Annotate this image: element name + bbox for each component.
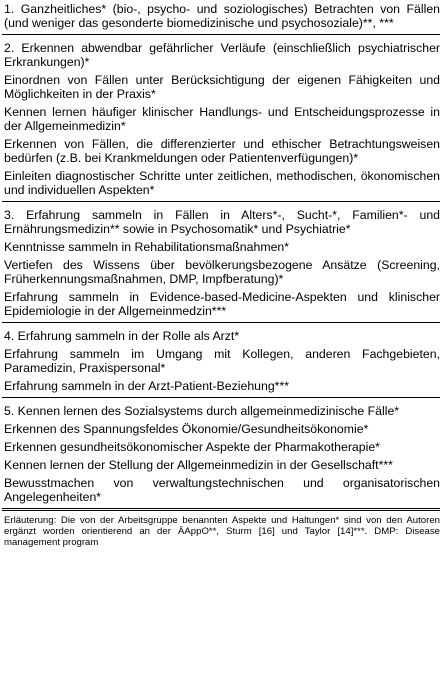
section-2-item: Kennen lernen häufiger klinischer Handlungs- und Entscheidungsprozesse in der Allgemeinmedizin* [4,105,440,133]
section-3 [2,202,440,323]
section-5-item: Bewusstmachen von verwaltungstechnischen und organisatorischen Angelegenheiten* [4,476,440,504]
section-5 [2,398,440,511]
section-4-item: Erfahrung sammeln im Umgang mit Kollegen, anderen Fachgebieten, Paramedizin, Praxispersonal* [4,347,440,375]
section-3-item: Vertiefen des Wissens über bevölkerungsbezogene Ansätze (Screening, Früherkennungsmaßnahmen, DMP, Impfberatung)* [4,258,440,286]
section-4 [2,323,440,398]
section-1-heading: 1. Ganzheitliches* (bio-, psycho- und soziologisches) Betrachten von Fällen (und weniger das gesonderte biomedizinische und psychosoziale)**, *** [4,2,440,30]
section-2-heading: 2. Erkennen abwendbar gefährlicher Verläufe (einschließlich psychiatrischer Erkrankungen)* [4,41,440,69]
section-5-item: Erkennen des Spannungsfeldes Ökonomie/Gesundheitsökonomie* [4,422,369,436]
section-3-item: Kenntnisse sammeln in Rehabilitationsmaßnahmen* [4,240,290,254]
section-1 [2,0,440,35]
section-2 [2,35,440,202]
section-3-item: Erfahrung sammeln in Evidence-based-Medicine-Aspekten und klinischer Epidemiologie in der Allgemeinmedzin*** [4,290,440,318]
section-5-item: Kennen lernen der Stellung der Allgemeinmedizin in der Gesellschaft*** [4,458,393,472]
section-4-heading: 4. Erfahrung sammeln in der Rolle als Arzt* [4,329,240,343]
table-footnote: Erläuterung: Die von der Arbeitsgruppe benannten Aspekte und Haltungen* sind von den Autoren ergänzt worden orientierend an der ÄAppO**, Sturm [16] und Taylor [14]***. DMP: Disease management program [4,515,440,548]
section-2-item: Einleiten diagnostischer Schritte unter zeitlichen, methodischen, ökonomischen und individuellen Aspekten* [4,169,440,197]
section-5-heading: 5. Kennen lernen des Sozialsystems durch allgemeinmedizinische Fälle* [4,404,400,418]
section-4-item: Erfahrung sammeln in der Arzt-Patient-Beziehung*** [4,379,290,393]
section-2-item: Erkennen von Fällen, die differenzierter und ethischer Betrachtungsweisen bedürfen (z.B. bei Krankmeldungen oder Patientenverfügungen)* [4,137,440,165]
section-5-item: Erkennen gesundheitsökonomischer Aspekte der Pharmakotherapie* [4,440,380,454]
section-2-item: Einordnen von Fällen unter Berücksichtigung der eigenen Fähigkeiten und Möglichkeiten in der Praxis* [4,73,440,101]
section-3-heading: 3. Erfahrung sammeln in Fällen in Alters*-, Sucht-*, Familien*- und Ernährungsmedizin** sowie in Psychosomatik* und Psychiatrie* [4,208,440,236]
